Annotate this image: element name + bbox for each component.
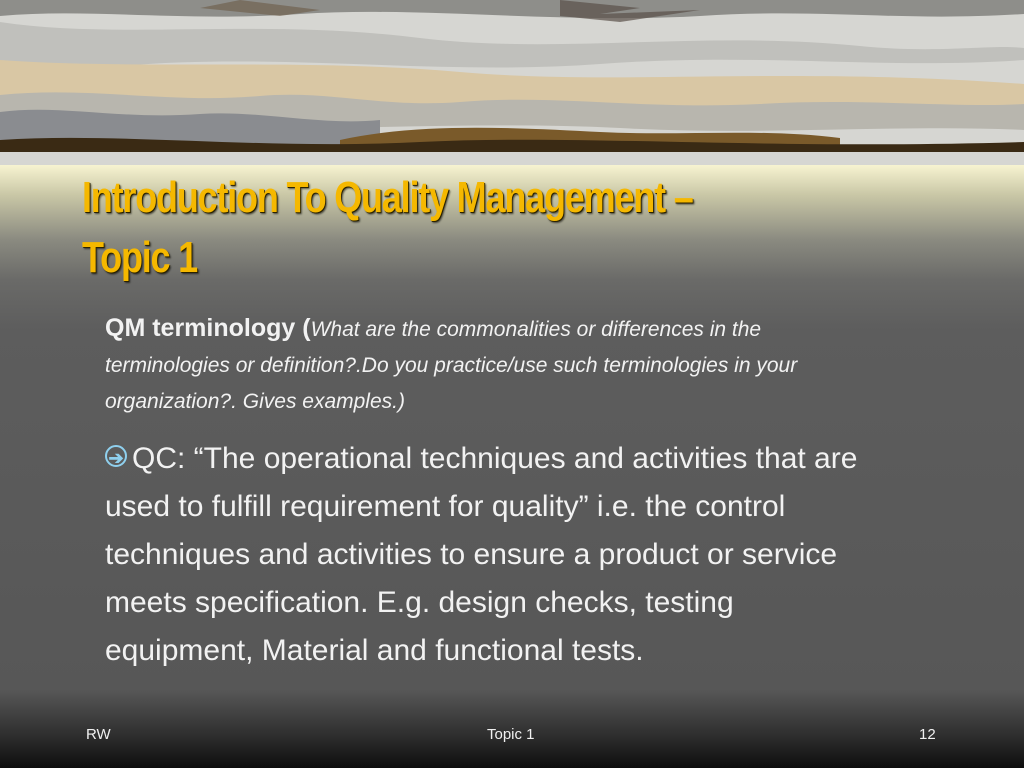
bullet-line-2: used to fulfill requirement for quality” i.e. the control: [105, 490, 786, 523]
landscape-banner-image: [0, 0, 1024, 165]
subheading-note-line-2: terminologies or definition?.Do you practice/use such terminologies in your: [105, 354, 798, 377]
subheading-note-line-3: organization?. Gives examples.): [105, 390, 405, 413]
title-line-1: Introduction To Quality Management –: [82, 173, 693, 222]
bullet-line-4: meets specification. E.g. design checks, testing: [105, 586, 734, 619]
bullet-line-1: QC: “The operational techniques and activities that are: [132, 442, 858, 475]
subheading-note-line-1: What are the commonalities or differences in the: [310, 318, 762, 341]
slide-title: [82, 168, 804, 288]
subheading-label: QM terminology (: [105, 314, 311, 342]
footer-author: RW: [86, 726, 111, 743]
slide-content: [105, 310, 945, 675]
footer-topic: Topic 1: [487, 726, 535, 743]
bullet-item: [105, 435, 945, 675]
footer-page-number: 12: [919, 726, 936, 743]
subheading: [105, 310, 945, 348]
bullet-line-5: equipment, Material and functional tests.: [105, 634, 644, 667]
title-line-2: Topic 1: [82, 233, 198, 282]
arrow-circle-icon: ➔: [105, 445, 127, 467]
bullet-line-3: techniques and activities to ensure a product or service: [105, 538, 838, 571]
